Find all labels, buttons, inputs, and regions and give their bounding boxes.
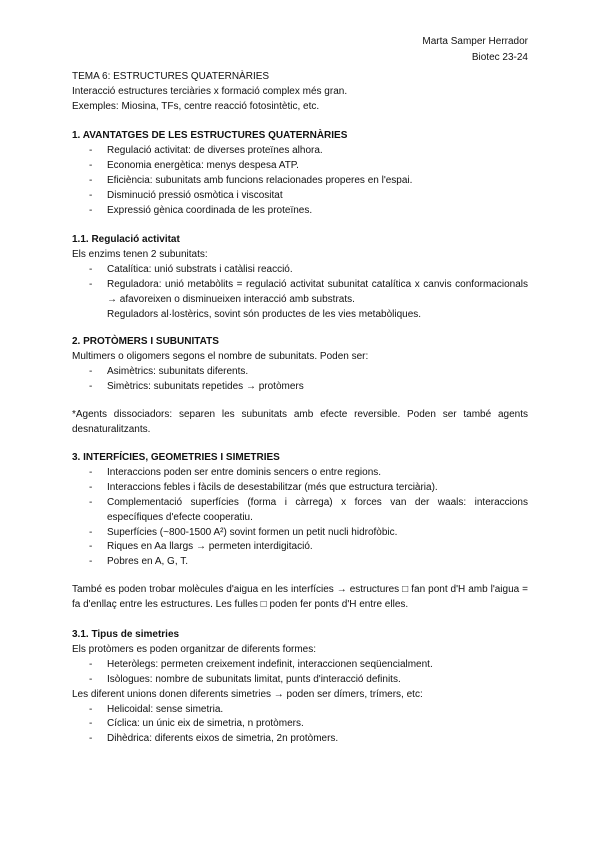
list-item: - Expressió gènica coordinada de les proteïnes.: [89, 204, 313, 216]
list-item: - Isòlogues: nombre de subunitats limitat, punts d'interacció definits.: [89, 673, 401, 685]
section-heading: 1. AVANTATGES DE LES ESTRUCTURES QUATERNÀRIES: [72, 130, 348, 141]
course-label: Biotec 23-24: [471, 52, 528, 63]
subsection-heading: 1.1. Regulació activitat: [72, 234, 180, 245]
list-item: - Reguladora: unió metabòlits = regulació activitat subunitat catalítica x canvis conformacionals → afavoreixen o disminueixen interacció amb substrats.: [89, 278, 528, 305]
list-item: - Asimètrics: subunitats diferents.: [89, 365, 249, 377]
intro-line: Interacció estructures terciàries x formació complex més gran.: [72, 85, 348, 97]
list-item: - Complementació superfícies (forma i càrrega) x forces van der waals: interaccions específiques d'efecte cooperatiu.: [89, 496, 528, 523]
list-item: - Pobres en A, G, T.: [89, 556, 188, 568]
intro-line: Exemples: Miosina, TFs, centre reacció fotosintètic, etc.: [72, 100, 320, 112]
subsection-heading: 3.1. Tipus de simetries: [72, 629, 180, 640]
intro-block: [72, 70, 528, 115]
list-item: - Heteròlegs: permeten creixement indefinit, interaccionen seqüencialment.: [89, 658, 433, 670]
list-item: - Disminució pressió osmòtica i viscositat: [89, 189, 283, 201]
list-item: - Dihèdrica: diferents eixos de simetria, 2n protòmers.: [89, 733, 339, 745]
list-item: - Riques en Aa llargs → permeten interdigitació.: [89, 541, 313, 553]
list-note: Reguladors al·lostèrics, sovint són productes de les vies metabòliques.: [107, 308, 422, 320]
section-1: [72, 129, 528, 218]
section-3: [72, 451, 528, 613]
list-item: - Cíclica: un únic eix de simetria, n protòmers.: [89, 718, 304, 730]
note-paragraph: També es poden trobar molècules d'aigua en les interfícies → estructures □ fan pont d'H amb l'aigua = fa d'enllaç entre les estructures. Les fulles □ poden fer ponts d'H entre elles.: [72, 584, 528, 611]
list-item: - Catalítica: unió substrats i catàlisi reacció.: [89, 263, 293, 275]
list-item: - Interaccions poden ser entre dominis sencers o entre regions.: [89, 466, 382, 478]
list-item: - Helicoidal: sense simetria.: [89, 703, 224, 715]
section-heading: 3. INTERFÍCIES, GEOMETRIES I SIMETRIES: [72, 452, 280, 463]
note-paragraph: *Agents dissociadors: separen les subunitats amb efecte reversible. Poden ser també agents desnaturalitzants.: [72, 408, 528, 435]
list-item: - Superfícies (~800-1500 A²) sovint formen un petit nucli hidrofòbic.: [89, 526, 398, 538]
list-item: - Simètrics: subunitats repetides → protòmers: [89, 380, 304, 392]
list-item: - Interaccions febles i fàcils de desestabilitzar (més que estructura terciària).: [89, 481, 438, 493]
list-item: - Economia energètica: menys despesa ATP.: [89, 159, 299, 171]
author-name: Marta Samper Herrador: [422, 36, 528, 47]
list-item: - Regulació activitat: de diverses proteïnes alhora.: [89, 144, 323, 156]
page-header: [422, 34, 528, 66]
section-2: [72, 335, 528, 437]
paragraph: Multimers o oligomers segons el nombre de subunitats. Poden ser:: [72, 350, 369, 362]
section-1-1: [72, 233, 528, 322]
paragraph: Els enzims tenen 2 subunitats:: [72, 248, 208, 260]
document-title: TEMA 6: ESTRUCTURES QUATERNÀRIES: [72, 71, 270, 82]
section-heading: 2. PROTÒMERS I SUBUNITATS: [72, 336, 219, 347]
list-item: - Eficiència: subunitats amb funcions relacionades properes en l'espai.: [89, 174, 413, 186]
paragraph: Els protòmers es poden organitzar de diferents formes:: [72, 643, 317, 655]
paragraph: Les diferent unions donen diferents simetries → poden ser dímers, trímers, etc:: [72, 688, 423, 700]
section-3-1: [72, 628, 528, 747]
